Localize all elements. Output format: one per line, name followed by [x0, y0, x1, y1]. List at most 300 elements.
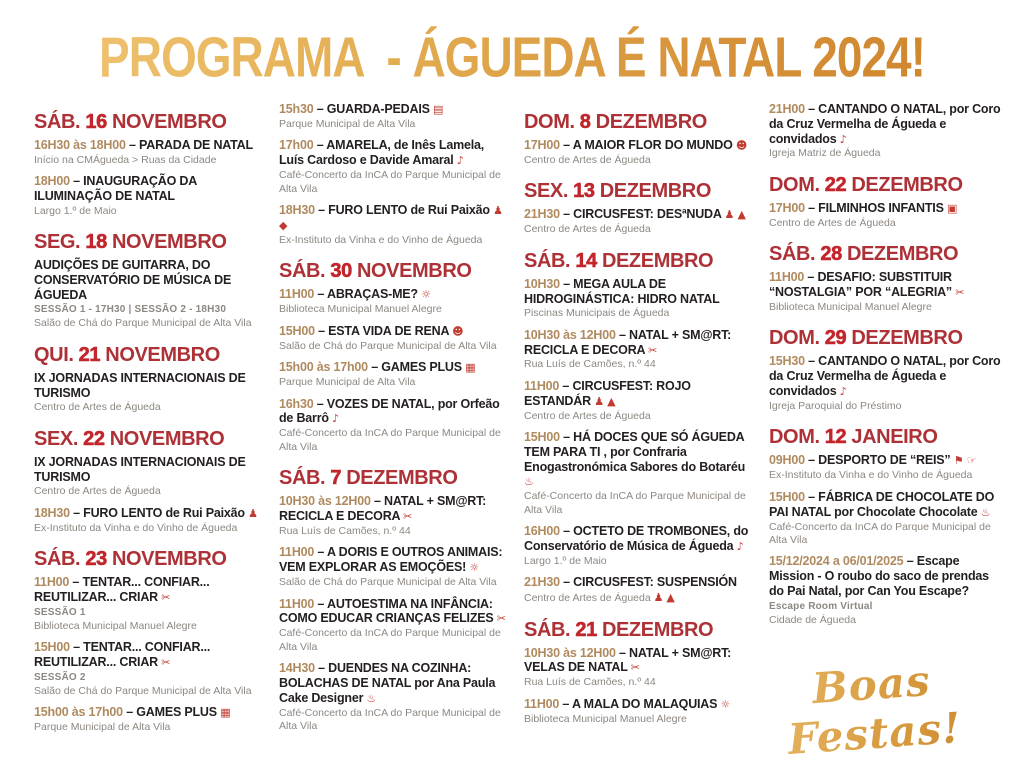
event-line [279, 360, 511, 375]
event-time: 17h00 [279, 138, 314, 153]
column-4 [769, 98, 1001, 742]
clown-icon: ♟ [493, 204, 503, 217]
dash-separator: – [314, 545, 327, 560]
date-number: 28 [820, 243, 842, 266]
event-title: CIRCUSFEST: DESªNUDA [573, 207, 722, 222]
date-day: DOM. [769, 327, 825, 350]
event [769, 102, 1001, 161]
event-line [34, 371, 266, 401]
date-header [769, 243, 1001, 266]
dash-separator: – [314, 596, 327, 611]
event-title: GUARDA-PEDAIS [326, 102, 430, 116]
event-venue: Largo 1.º de Maio [524, 554, 607, 567]
date-day: SÁB. [524, 618, 576, 641]
event [279, 661, 511, 733]
bike-rack-icon: ▤ [433, 103, 444, 116]
event [34, 640, 266, 698]
event-title: CANTANDO O NATAL, por Coro da Cruz Vermelha de Águeda e convidados [769, 354, 1001, 398]
date-month: NOVEMBRO [106, 231, 227, 254]
event-line [34, 640, 266, 670]
date-month: DEZEMBRO [594, 180, 711, 203]
music-note-icon: ♪ [736, 539, 744, 553]
date-number: 7 [330, 467, 342, 490]
event-time: 17H00 [524, 138, 560, 152]
chef-hat-icon: ♨ [980, 505, 991, 519]
music-note-icon: ♪ [839, 132, 847, 146]
event-title: CIRCUSFEST: SUSPENSIÓN [573, 575, 737, 590]
storytime-icon: ☼ [421, 288, 431, 302]
event-time: 11H00 [524, 696, 560, 711]
date-number: 18 [85, 231, 107, 254]
event-line [279, 661, 511, 705]
event-title: NATAL + SM@RT: RECICLA E DECORA [279, 494, 487, 523]
event-venue: Centro de Artes de Águeda [34, 485, 161, 498]
date-month: DEZEMBRO [596, 249, 714, 272]
date-month: NOVEMBRO [351, 260, 472, 283]
boas-festas-signature: Boas Festas! [745, 651, 1001, 766]
event-title: ABRAÇAS-ME? [327, 287, 418, 302]
dash-separator: – [314, 323, 329, 338]
event-venue: Parque Municipal de Alta Vila [279, 117, 416, 130]
event-line [279, 138, 511, 168]
event [279, 138, 511, 196]
event-venue: Centro de Artes de Águeda ♟ ▲ [524, 591, 675, 605]
date-header [34, 548, 266, 571]
skate-icon: ⚑ [953, 454, 964, 468]
date-day: SÁB. [34, 548, 86, 571]
dash-separator: – [804, 453, 819, 468]
event-line [279, 494, 511, 524]
column-2 [279, 98, 511, 742]
event-time: 11H00 [279, 545, 315, 560]
dash-separator: – [313, 102, 327, 116]
event-venue: Centro de Artes de Águeda [524, 223, 651, 236]
event [279, 494, 511, 538]
date-number: 23 [85, 548, 107, 571]
date-month: DEZEMBRO [341, 467, 458, 490]
event-time: 15H00 [524, 430, 560, 445]
event-line [279, 597, 511, 627]
event [524, 697, 756, 726]
event-title: MEGA AULA DE HIDROGINÁSTICA: HIDRO NATAL [524, 276, 720, 306]
date-header [34, 344, 266, 367]
event-line [769, 490, 1001, 520]
event-venue: Café-Concerto da InCA do Parque Municipal de Alta Vila [279, 706, 501, 732]
poster [0, 24, 1024, 764]
event-venue: Salão de Chá do Parque Municipal de Alta Vila [279, 576, 497, 589]
event-time: 17H00 [769, 200, 805, 215]
scissors-icon: ✂ [955, 286, 965, 300]
circus-tent-icon: ▲ [737, 208, 746, 222]
hand-icon: ☞ [966, 454, 977, 468]
scissors-icon: ✂ [648, 343, 658, 357]
event-title: HÁ DOCES QUE SÓ ÁGUEDA TEM PARA TI , por Confraria Enogastronómica Sabores do Botaréu [524, 430, 746, 474]
scissors-icon: ✂ [161, 590, 171, 604]
event-venue: Parque Municipal de Alta Vila [279, 376, 416, 389]
event-time: 21H30 [524, 207, 560, 222]
date-number: 30 [330, 260, 352, 283]
dash-separator: – [314, 287, 327, 302]
event-line [524, 379, 756, 409]
event [34, 705, 266, 734]
theater-masks-icon: ☻ [452, 324, 464, 338]
storytime-icon: ☼ [469, 561, 480, 575]
acrobat-icon: ♟ [594, 394, 604, 408]
event-title: FILMINHOS INFANTIS [818, 200, 944, 215]
event-title: A MALA DO MALAQUIAS [572, 696, 718, 711]
event-title: TENTAR... CONFIAR... REUTILIZAR... CRIAR [34, 575, 210, 604]
music-note-icon: ♪ [839, 384, 847, 398]
event-venue: Ex-Instituto da Vinha e do Vinho de Águeda [34, 521, 238, 534]
event [279, 545, 511, 589]
storytime-icon: ☼ [720, 697, 731, 711]
dash-separator: – [122, 705, 137, 720]
event [524, 379, 756, 423]
event-time: 15h30 [279, 102, 314, 116]
date-number: 14 [575, 249, 597, 272]
event-time: 10H30 [524, 276, 560, 291]
dash-separator: – [559, 276, 574, 291]
date-month: NOVEMBRO [104, 427, 225, 450]
date-header [279, 260, 511, 283]
event-title: GAMES PLUS [136, 705, 217, 720]
date-header [769, 327, 1001, 350]
event-time: 21H00 [769, 102, 805, 116]
date-month: DEZEMBRO [590, 111, 707, 133]
event [279, 203, 511, 247]
event-venue: Início na CMÁgueda > Ruas da Cidade [34, 153, 217, 166]
date-header [34, 111, 266, 134]
gamepad-icon: ▦ [220, 706, 231, 720]
dash-separator: – [314, 203, 329, 217]
dash-separator: – [559, 696, 572, 711]
dash-separator: – [69, 505, 84, 520]
date-month: NOVEMBRO [106, 548, 227, 571]
event-venue: Igreja Paroquial do Préstimo [769, 399, 902, 412]
event-venue: Cidade de Águeda [769, 613, 856, 626]
dash-separator: – [313, 138, 327, 153]
event-title: AUDIÇÕES DE GUITARRA, DO CONSERVATÓRIO DE MÚSICA DE ÁGUEDA [34, 258, 232, 302]
event-time: 15H00 [34, 640, 70, 655]
event-venue: Biblioteca Municipal Manuel Alegre [524, 712, 687, 725]
event-venue: Café-Concerto da InCA do Parque Municipal de Alta Vila [279, 169, 501, 195]
event-time: 15H00 [769, 489, 805, 504]
event-title: TENTAR... CONFIAR... REUTILIZAR... CRIAR [34, 640, 211, 669]
event-title: OCTETO DE TROMBONES, do Conservatório de Música de Águeda [524, 524, 749, 553]
event-time: 10H30 às 12H00 [524, 327, 616, 342]
event-note: SESSÃO 1 - 17H30 | SESSÃO 2 - 18H30 [34, 304, 227, 316]
date-number: 13 [573, 180, 595, 203]
event-time: 10H30 às 12H00 [524, 645, 616, 660]
dash-separator: – [559, 430, 574, 445]
event-venue: Rua Luís de Camões, n.º 44 [279, 524, 411, 537]
circus-tent-icon: ▲ [607, 394, 616, 408]
event [769, 270, 1001, 314]
dash-separator: – [559, 378, 573, 393]
event [524, 524, 756, 568]
event-time: 10H30 às 12H00 [279, 494, 371, 509]
event-venue: Biblioteca Municipal Manuel Alegre [279, 303, 442, 316]
event-title: AUTOESTIMA NA INFÂNCIA: COMO EDUCAR CRIANÇAS FELIZES [279, 596, 494, 626]
clown-icon: ♟ [248, 506, 258, 520]
dash-separator: – [804, 102, 819, 116]
program-columns [0, 84, 1024, 742]
event-time: 18H30 [279, 203, 315, 217]
event-venue: Rua Luís de Camões, n.º 44 [524, 358, 656, 371]
event-line [279, 287, 511, 302]
event-note: Escape Room Virtual [769, 600, 873, 612]
dash-separator: – [804, 200, 819, 215]
event [34, 371, 266, 415]
date-header [524, 250, 756, 273]
event-title: IX JORNADAS INTERNACIONAIS DE TURISMO [34, 370, 246, 400]
event [34, 138, 266, 167]
event-line [524, 575, 756, 590]
event-title: IX JORNADAS INTERNACIONAIS DE TURISMO [34, 454, 246, 484]
event-line [524, 328, 756, 358]
event-time: 11H00 [769, 270, 805, 285]
event-time: 15/12/2024 a 06/01/2025 [769, 554, 904, 569]
dash-separator: – [313, 396, 327, 411]
date-header [524, 111, 756, 134]
event-venue: Café-Concerto da InCA do Parque Municipal de Alta Vila [524, 490, 746, 516]
event-time: 11H00 [279, 596, 315, 611]
date-month: DEZEMBRO [596, 618, 714, 641]
event [34, 455, 266, 499]
date-day: SEG. [34, 231, 86, 254]
event-time: 11H00 [524, 378, 560, 393]
event [769, 453, 1001, 482]
dash-separator: – [804, 354, 819, 369]
event-time: 16H00 [524, 524, 560, 539]
event-title: NATAL + SM@RT: VELAS DE NATAL [524, 645, 732, 675]
event [279, 287, 511, 316]
event-line [279, 324, 511, 339]
event [34, 506, 266, 535]
event-line [524, 524, 756, 554]
column-3 [524, 98, 756, 742]
event-venue: Biblioteca Municipal Manuel Alegre [769, 301, 932, 314]
event-title: DUENDES NA COZINHA: BOLACHAS DE NATAL por Ana Paula Cake Designer [279, 661, 496, 705]
event-note: SESSÃO 1 [34, 606, 86, 618]
date-day: SEX. [524, 180, 574, 203]
date-number: 21 [575, 618, 597, 641]
event-title: CIRCUSFEST: ROJO ESTANDÁR [524, 378, 691, 408]
event [279, 102, 511, 131]
event-venue: Centro de Artes de Águeda [769, 216, 896, 229]
event [279, 324, 511, 353]
event-line [34, 138, 266, 153]
chef-hat-icon: ♨ [366, 691, 377, 705]
event-line [524, 697, 756, 712]
event-title: A DORIS E OUTROS ANIMAIS: VEM EXPLORAR AS EMOÇÕES! [279, 545, 503, 575]
event-time: 15H30 [769, 354, 805, 369]
date-number: 29 [824, 327, 847, 350]
event-line [279, 545, 511, 575]
event-title: VOZES DE NATAL, por Orfeão de Barrô [279, 396, 500, 426]
event-title: INAUGURAÇÃO DA ILUMINAÇÃO DE NATAL [34, 174, 197, 203]
event-line [34, 705, 266, 720]
event-time: 11H00 [279, 287, 315, 302]
event-line [34, 506, 266, 521]
party-icon: ◆ [279, 218, 288, 232]
event-time: 11H00 [34, 575, 70, 590]
event-line [279, 397, 511, 427]
dash-separator: – [69, 575, 83, 590]
date-number: 12 [824, 426, 847, 449]
date-number: 16 [85, 111, 107, 133]
event-time: 15h00 às 17h00 [34, 705, 123, 720]
event-line [769, 270, 1001, 300]
movie-camera-icon: ▣ [947, 201, 958, 215]
event-line [769, 102, 1001, 146]
event-title: NATAL + SM@RT: RECICLA E DECORA [524, 327, 732, 357]
event-venue: Salão de Chá do Parque Municipal de Alta Vila [34, 317, 252, 330]
event-time: 18H00 [34, 174, 70, 189]
event-venue: Rua Luís de Camões, n.º 44 [524, 676, 656, 689]
date-month: DEZEMBRO [846, 327, 963, 350]
event [524, 430, 756, 517]
event-venue: Salão de Chá do Parque Municipal de Alta Vila [279, 339, 497, 352]
date-day: SEX. [34, 427, 84, 450]
event-line [524, 277, 756, 307]
event [769, 490, 1001, 548]
event-line [524, 430, 756, 489]
event-line [279, 203, 511, 233]
event-venue: Salão de Chá do Parque Municipal de Alta Vila [34, 684, 252, 697]
dash-separator: – [804, 489, 819, 504]
event-time: 15H00 [279, 323, 315, 338]
event-title: FURO LENTO de Rui Paixão [328, 203, 490, 217]
date-header [524, 180, 756, 203]
event-venue: Café-Concerto da InCA do Parque Municipal de Alta Vila [279, 627, 501, 653]
event-time: 21H30 [524, 575, 560, 590]
acrobat-icon: ♟ [724, 208, 735, 222]
event-venue: Largo 1.º de Maio [34, 204, 117, 217]
event [769, 354, 1001, 413]
acrobat-icon: ♟ [653, 591, 664, 605]
event-venue: Igreja Matriz de Águeda [769, 147, 881, 160]
theater-masks-icon: ☻ [735, 139, 748, 152]
event-line [524, 138, 756, 153]
scissors-icon: ✂ [161, 656, 171, 669]
music-note-icon: ♪ [456, 154, 464, 168]
dash-separator: – [559, 575, 574, 590]
gamepad-icon: ▦ [465, 361, 476, 375]
event-title: GAMES PLUS [381, 360, 462, 375]
date-header [769, 174, 1001, 197]
date-day: SÁB. [524, 249, 576, 272]
dash-separator: – [69, 174, 84, 189]
dash-separator: – [804, 270, 818, 285]
date-header [34, 428, 266, 451]
event-venue: Ex-Instituto da Vinha e do Vinho de Águeda [279, 233, 483, 246]
event-title: DESPORTO DE “REIS” [818, 453, 951, 468]
event-venue: Biblioteca Municipal Manuel Alegre [34, 619, 197, 632]
column-1 [34, 98, 266, 742]
date-month: DEZEMBRO [841, 243, 959, 266]
date-day: DOM. [769, 426, 825, 449]
event-venue: Café-Concerto da InCA do Parque Municipal de Alta Vila [769, 520, 991, 546]
event-line [769, 354, 1001, 398]
date-month: NOVEMBRO [106, 111, 227, 133]
event [279, 360, 511, 389]
date-number: 8 [579, 111, 591, 133]
event [279, 597, 511, 655]
date-header [769, 426, 1001, 449]
event-venue: Ex-Instituto da Vinha e do Vinho de Águeda [769, 469, 973, 482]
scissors-icon: ✂ [403, 509, 413, 523]
event-venue: Centro de Artes de Águeda [524, 409, 651, 422]
event-line [34, 174, 266, 204]
event-title: FURO LENTO de Rui Paixão [83, 505, 245, 520]
event [34, 258, 266, 331]
date-day: SÁB. [279, 467, 331, 490]
event [34, 575, 266, 633]
event-line [769, 554, 1001, 598]
event [769, 554, 1001, 627]
event-line [769, 453, 1001, 468]
event-time: 09H00 [769, 453, 805, 468]
event [524, 138, 756, 167]
event-title: CANTANDO O NATAL, por Coro da Cruz Vermelha de Águeda e convidados [769, 102, 1001, 146]
event-line [279, 102, 511, 117]
event-line [524, 646, 756, 676]
event [524, 277, 756, 321]
event [524, 328, 756, 372]
event-line [34, 258, 266, 302]
dash-separator: – [559, 207, 574, 222]
event-time: 16H30 às 18H00 [34, 138, 126, 152]
dash-separator: – [370, 494, 385, 509]
dash-separator: – [125, 138, 140, 152]
date-day: QUI. [34, 343, 79, 366]
date-day: DOM. [524, 111, 580, 133]
dash-separator: – [69, 640, 84, 655]
event-time: 14H30 [279, 661, 315, 676]
event-line [34, 575, 266, 605]
circus-tent-icon: ▲ [666, 591, 675, 605]
date-month: NOVEMBRO [100, 343, 220, 366]
dash-separator: – [903, 554, 917, 569]
event-time: 18H30 [34, 505, 70, 520]
event-title: FÁBRICA DE CHOCOLATE DO PAI NATAL por Chocolate Chocolate [769, 489, 995, 519]
dash-separator: – [615, 645, 630, 660]
date-header [524, 619, 756, 642]
event-title: DESAFIO: SUBSTITUIR “NOSTALGIA” POR “ALEGRIA” [769, 270, 952, 300]
event-venue: Centro de Artes de Águeda [524, 153, 651, 166]
event [524, 207, 756, 236]
date-month: DEZEMBRO [846, 173, 963, 196]
date-day: SÁB. [769, 243, 821, 266]
page-title: PROGRAMA - ÁGUEDA É NATAL 2024! [0, 24, 1024, 90]
dash-separator: – [314, 661, 329, 676]
event-line [769, 201, 1001, 216]
event-note: SESSÃO 2 [34, 671, 86, 683]
event-venue: Parque Municipal de Alta Vila [34, 721, 171, 734]
chef-hat-icon: ♨ [524, 475, 534, 489]
event-title: ESTA VIDA DE RENA [328, 323, 449, 338]
date-header [279, 467, 511, 490]
scissors-icon: ✂ [496, 612, 506, 626]
event-line [34, 455, 266, 485]
event [279, 397, 511, 455]
event-title: A MAIOR FLOR DO MUNDO [572, 138, 733, 152]
event-time: 15h00 às 17h00 [279, 360, 368, 375]
music-note-icon: ♪ [332, 412, 339, 426]
date-month: JANEIRO [846, 426, 938, 449]
dash-separator: – [367, 360, 382, 375]
